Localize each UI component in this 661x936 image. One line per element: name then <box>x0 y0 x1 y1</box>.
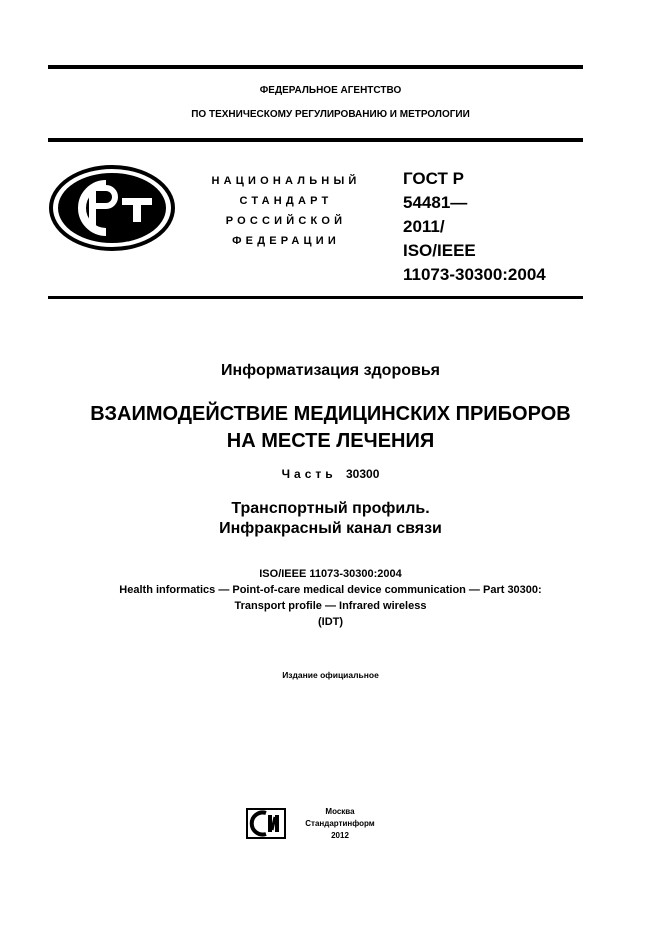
natstd-line3: РОССИЙСКОЙ <box>225 215 347 227</box>
english-line1: Health informatics — Point-of-care medical device communication — Part 30300: <box>119 584 542 596</box>
part-label: Часть <box>281 467 337 481</box>
designation-line4: ISO/IEEE <box>403 241 476 260</box>
natstd-line1: НАЦИОНАЛЬНЫЙ <box>211 175 361 187</box>
publisher-year: 2012 <box>331 831 349 840</box>
designation-line5: 11073-30300:2004 <box>403 265 546 284</box>
standard-designation <box>403 167 546 287</box>
designation-rule <box>48 296 583 299</box>
designation-line1: ГОСТ Р <box>403 169 464 188</box>
agency-line2: ПО ТЕХНИЧЕСКОМУ РЕГУЛИРОВАНИЮ И МЕТРОЛОГИИ <box>191 109 470 120</box>
main-title <box>0 401 661 455</box>
natstd-line4: ФЕДЕРАЦИИ <box>232 235 340 247</box>
main-title-line1: ВЗАИМОДЕЙСТВИЕ МЕДИЦИНСКИХ ПРИБОРОВ <box>90 403 571 425</box>
top-rule <box>48 65 583 69</box>
subject-title: Информатизация здоровья <box>220 362 440 379</box>
english-ref: ISO/IEEE 11073-30300:2004 <box>259 568 402 580</box>
sub-title-line1: Транспортный профиль. <box>231 500 430 517</box>
national-standard-block <box>196 171 376 251</box>
designation-line2: 54481— <box>403 193 468 212</box>
gost-r-logo-icon <box>48 164 176 252</box>
natstd-line2: СТАНДАРТ <box>239 195 333 207</box>
publisher-name: Стандартинформ <box>305 819 375 828</box>
english-line2: Transport profile — Infrared wireless <box>234 600 427 612</box>
sub-title <box>0 499 661 539</box>
agency-line1: ФЕДЕРАЛЬНОЕ АГЕНТСТВО <box>259 85 402 96</box>
publisher-city: Москва <box>325 807 355 816</box>
header-rule <box>48 138 583 142</box>
standartinform-logo-icon <box>246 808 286 839</box>
english-reference <box>0 566 661 630</box>
part-heading <box>0 467 661 481</box>
part-number: 30300 <box>346 467 380 481</box>
main-title-line2: НА МЕСТЕ ЛЕЧЕНИЯ <box>226 430 435 452</box>
designation-line3: 2011/ <box>403 217 445 236</box>
publisher-block <box>296 806 384 842</box>
english-idt: (IDT) <box>317 616 344 628</box>
agency-block <box>0 84 661 122</box>
sub-title-line2: Инфракрасный канал связи <box>219 520 442 537</box>
edition-label: Издание официальное <box>282 670 379 680</box>
